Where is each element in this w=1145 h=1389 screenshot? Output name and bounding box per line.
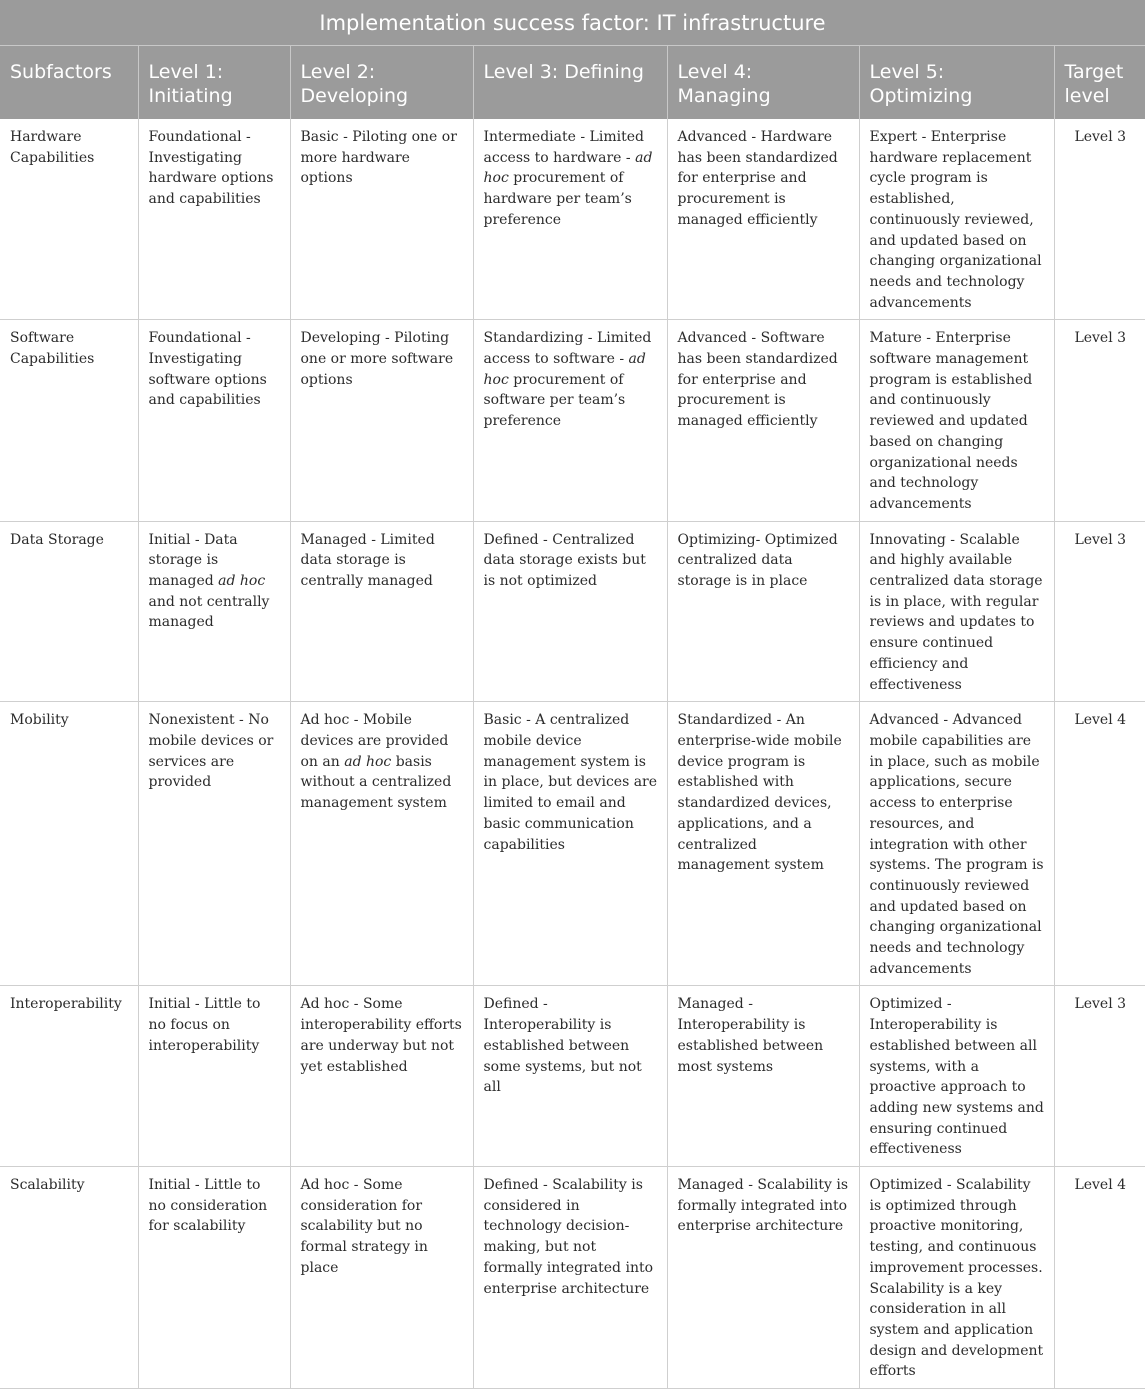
level-3-cell: Defined - Interoperability is established between some systems, but not all xyxy=(473,986,667,1167)
level-3-cell: Defined - Centralized data storage exists but is not optimized xyxy=(473,521,667,702)
level-1-cell: Nonexistent - No mobile devices or services are provided xyxy=(138,702,290,986)
level-1-cell: Initial - Little to no consideration for scalability xyxy=(138,1167,290,1389)
target-level-cell: Level 4 xyxy=(1054,1167,1145,1389)
table-row xyxy=(0,320,1145,521)
level-5-cell: Mature - Enterprise software management program is established and continuously reviewed and updated based on changing organizational needs and technology advancements xyxy=(859,320,1054,521)
level-5-cell: Advanced - Advanced mobile capabilities are in place, such as mobile applications, secure access to enterprise resources, and integration with other systems. The program is continuously reviewed and updated based on changing organizational needs and technology advancements xyxy=(859,702,1054,986)
level-5-cell: Innovating - Scalable and highly available centralized data storage is in place, with regular reviews and updates to ensure continued efficiency and effectiveness xyxy=(859,521,1054,702)
level-3-cell: Standardizing - Limited access to software - ad hoc procurement of software per team’s preference xyxy=(473,320,667,521)
level-2-cell: Basic - Piloting one or more hardware options xyxy=(290,119,473,320)
subfactor-cell: Interoperability xyxy=(0,986,138,1167)
target-level-cell: Level 3 xyxy=(1054,119,1145,320)
table-row xyxy=(0,1167,1145,1389)
level-1-cell: Foundational - Investigating hardware options and capabilities xyxy=(138,119,290,320)
subfactor-cell: Data Storage xyxy=(0,521,138,702)
header-level-5: Level 5: Optimizing xyxy=(859,46,1054,120)
level-5-cell: Optimized - Interoperability is established between all systems, with a proactive approach to adding new systems and ensuring continued effectiveness xyxy=(859,986,1054,1167)
level-1-cell: Foundational - Investigating software options and capabilities xyxy=(138,320,290,521)
header-level-3: Level 3: Defining xyxy=(473,46,667,120)
level-2-cell: Ad hoc - Mobile devices are provided on an ad hoc basis without a centralized management system xyxy=(290,702,473,986)
header-target-level: Target level xyxy=(1054,46,1145,120)
level-3-cell: Intermediate - Limited access to hardware - ad hoc procurement of hardware per team’s preference xyxy=(473,119,667,320)
level-2-cell: Ad hoc - Some interoperability efforts are underway but not yet established xyxy=(290,986,473,1167)
target-level-cell: Level 3 xyxy=(1054,521,1145,702)
level-2-cell: Ad hoc - Some consideration for scalability but no formal strategy in place xyxy=(290,1167,473,1389)
level-4-cell: Managed - Interoperability is established between most systems xyxy=(667,986,859,1167)
level-4-cell: Advanced - Software has been standardized for enterprise and procurement is managed efficiently xyxy=(667,320,859,521)
table-row xyxy=(0,521,1145,702)
header-level-2: Level 2: Developing xyxy=(290,46,473,120)
header-subfactors: Subfactors xyxy=(0,46,138,120)
level-1-cell: Initial - Little to no focus on interoperability xyxy=(138,986,290,1167)
level-2-cell: Developing - Piloting one or more software options xyxy=(290,320,473,521)
table-title: Implementation success factor: IT infrastructure xyxy=(0,0,1145,46)
level-3-cell: Defined - Scalability is considered in technology decision-making, but not formally integrated into enterprise architecture xyxy=(473,1167,667,1389)
target-level-cell: Level 4 xyxy=(1054,702,1145,986)
subfactor-cell: Scalability xyxy=(0,1167,138,1389)
level-4-cell: Standardized - An enterprise-wide mobile device program is established with standardized devices, applications, and a centralized management system xyxy=(667,702,859,986)
subfactor-cell: Mobility xyxy=(0,702,138,986)
level-5-cell: Optimized - Scalability is optimized through proactive monitoring, testing, and continuous improvement processes. Scalability is a key consideration in all system and application design and development efforts xyxy=(859,1167,1054,1389)
table-row xyxy=(0,702,1145,986)
header-level-4: Level 4: Managing xyxy=(667,46,859,120)
header-level-1: Level 1: Initiating xyxy=(138,46,290,120)
level-3-cell: Basic - A centralized mobile device management system is in place, but devices are limited to email and basic communication capabilities xyxy=(473,702,667,986)
level-4-cell: Managed - Scalability is formally integrated into enterprise architecture xyxy=(667,1167,859,1389)
level-5-cell: Expert - Enterprise hardware replacement cycle program is established, continuously reviewed, and updated based on changing organizational needs and technology advancements xyxy=(859,119,1054,320)
level-4-cell: Optimizing- Optimized centralized data storage is in place xyxy=(667,521,859,702)
table-row xyxy=(0,986,1145,1167)
target-level-cell: Level 3 xyxy=(1054,320,1145,521)
target-level-cell: Level 3 xyxy=(1054,986,1145,1167)
table-row xyxy=(0,119,1145,320)
subfactor-cell: Software Capabilities xyxy=(0,320,138,521)
level-4-cell: Advanced - Hardware has been standardized for enterprise and procurement is managed efficiently xyxy=(667,119,859,320)
level-1-cell: Initial - Data storage is managed ad hoc and not centrally managed xyxy=(138,521,290,702)
subfactor-cell: Hardware Capabilities xyxy=(0,119,138,320)
level-2-cell: Managed - Limited data storage is centrally managed xyxy=(290,521,473,702)
